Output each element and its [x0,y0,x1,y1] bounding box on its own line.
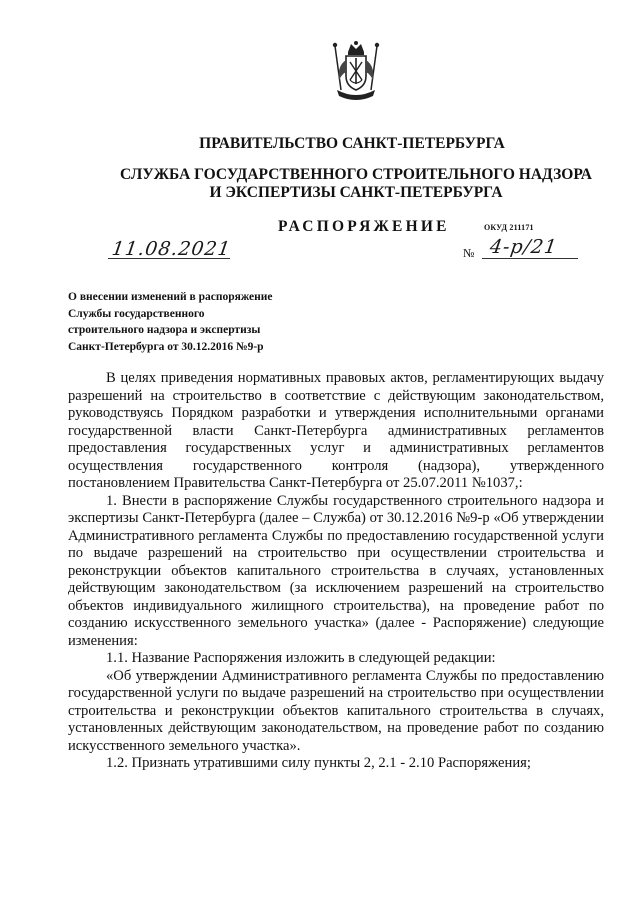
document-type: РАСПОРЯЖЕНИЕ [278,218,450,235]
st-petersburg-coat-of-arms-icon [327,40,385,104]
document-number: 4-р/21 [488,236,559,258]
okud-code: ОКУД 211171 [484,223,534,232]
subject-line: Санкт-Петербурга от 30.12.2016 №9-р [68,340,264,353]
subject-line: Службы государственного [68,307,205,320]
body-paragraph: 1.1. Название Распоряжения изложить в следующей редакции: [106,650,496,666]
government-title: ПРАВИТЕЛЬСТВО САНКТ-ПЕТЕРБУРГА [199,135,505,152]
subject-line: О внесении изменений в распоряжение [68,291,273,303]
number-label: № [463,246,475,260]
document-subject [68,289,272,355]
document-body [68,370,604,773]
service-title-line2: И ЭКСПЕРТИЗЫ САНКТ-ПЕТЕРБУРГА [209,184,503,201]
service-title [36,166,640,202]
number-underline [482,258,578,259]
service-title-line1: СЛУЖБА ГОСУДАРСТВЕННОГО СТРОИТЕЛЬНОГО НАДЗОРА [119,166,593,183]
body-paragraph: «Об утверждении Административного регламента Службы по предоставлению государственной услуги по выдаче разрешений на строительство при осуществлении строительства и реконструкции объектов капитального строительства в случаях, установленных действующим законодательством, на проведение работ по созданию искусственного земельного участка». [68,667,604,754]
body-paragraph: 1. Внести в распоряжение Службы государственного строительного надзора и экспертизы Санкт-Петербурга (далее – Служба) от 30.12.2016 №9-р «Об утверждении Административного регламента Службы по предоставлению государственной услуги по выдаче разрешений на строительство при осуществлении строительства и реконструкции объектов капитального строительства в случаях, установленных действующим законодательством (за исключением разрешений на строительство объектов индивидуального жилищного строительства), на проведение работ по созданию искусственного земельного участка» (далее - Распоряжение) следующие изменения: [68,492,604,649]
body-paragraph: 1.2. Признать утратившими силу пункты 2, 2.1 - 2.10 Распоряжения; [106,755,531,771]
subject-line: строительного надзора и экспертизы [68,324,261,336]
document-date: 11.08.2021 [110,238,233,260]
date-underline [108,258,230,259]
body-paragraph: В целях приведения нормативных правовых актов, регламентирующих выдачу разрешений на строительство в соответствие с действующим законодательством, руководствуясь Порядком разработки и утверждения исполнительными органами государственной власти Санкт-Петербурга административных регламентов предоставления государственных услуг и административных регламентов осуществления государственного контроля (надзора), утвержденного постановлением Правительства Санкт-Петербурга от 25.07.2011 №1037,: [68,370,604,491]
